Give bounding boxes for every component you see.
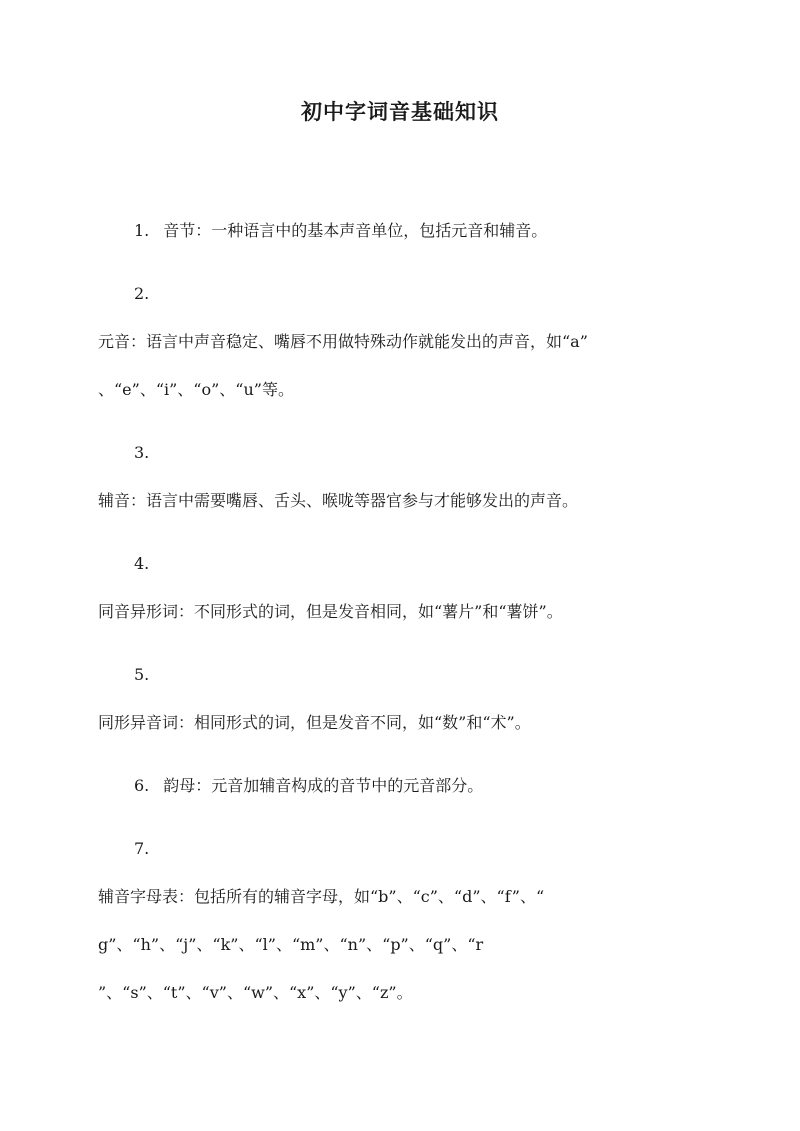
item-text-2-line-2: 、“e”、“i”、“o”、“u”等。 bbox=[98, 380, 294, 399]
item-text-2-line-1: 元音：语言中声音稳定、嘴唇不用做特殊动作就能发出的声音，如“a” bbox=[98, 332, 588, 351]
item-text-5-line-1: 同形异音词：相同形式的词，但是发音不同，如“数”和“术”。 bbox=[98, 713, 531, 732]
item-text-7-line-2: g”、“h”、“j”、“k”、“l”、“m”、“n”、“p”、“q”、“r bbox=[98, 935, 484, 954]
item-number-4: 4. bbox=[134, 554, 150, 573]
item-number-2: 2. bbox=[134, 284, 150, 303]
item-number-7: 7. bbox=[134, 839, 150, 858]
item-text: 音节：一种语言中的基本声音单位，包括元音和辅音。 bbox=[163, 221, 548, 240]
item-text-3-line-1: 辅音：语言中需要嘴唇、舌头、喉咙等器官参与才能够发出的声音。 bbox=[98, 491, 579, 510]
list-item-1 bbox=[134, 221, 547, 241]
item-text-4-line-1: 同音异形词：不同形式的词，但是发音相同，如“薯片”和“薯饼”。 bbox=[98, 602, 563, 621]
item-number-3: 3. bbox=[134, 443, 150, 462]
item-number: 1. bbox=[134, 221, 150, 240]
document-title: 初中字词音基础知识 bbox=[301, 99, 499, 124]
list-item-6 bbox=[134, 776, 483, 796]
item-text-7-line-1: 辅音字母表：包括所有的辅音字母，如“b”、“c”、“d”、“f”、“ bbox=[98, 887, 545, 906]
item-text-7-line-3: ”、“s”、“t”、“v”、“w”、“x”、“y”、“z”。 bbox=[98, 983, 413, 1002]
item-number: 6. bbox=[134, 776, 150, 795]
item-number-5: 5. bbox=[134, 665, 150, 684]
item-text: 韵母：元音加辅音构成的音节中的元音部分。 bbox=[163, 776, 484, 795]
